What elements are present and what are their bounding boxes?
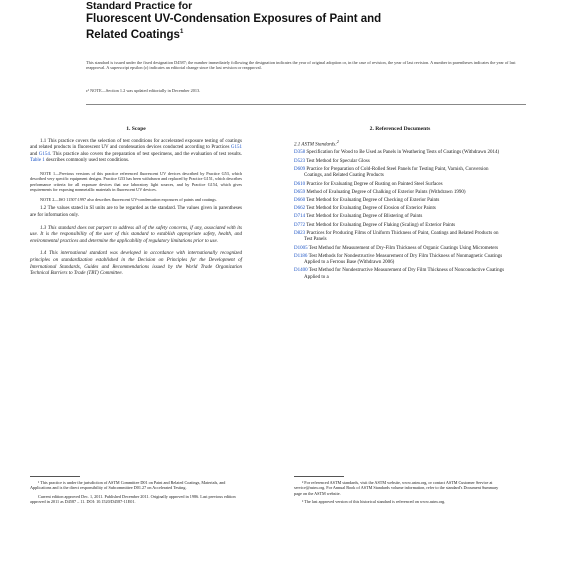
reference-item [294, 159, 506, 166]
reference-title: Test Method for Evaluating Degree of Blistering of Paints [306, 214, 423, 220]
astm-standards-label: 2.1 ASTM Standards: [294, 142, 337, 148]
reference-item [294, 190, 506, 197]
reference-code-link[interactable]: D609 [294, 166, 306, 172]
link-table-1[interactable]: Table 1 [30, 158, 45, 164]
reference-code-link[interactable]: D662 [294, 206, 306, 212]
title-line-1: Standard Practice for [86, 0, 193, 12]
reference-item [294, 231, 506, 244]
reference-list [294, 150, 506, 281]
reference-item [294, 223, 506, 230]
note-1: NOTE 1—Previous versions of this practice referenced fluorescent UV devices described by Practice G53, which described very specific equipment designs. Practice G53 has been withdrawn and replaced by Practice G151, which describes performance criteria for all exposure devices that use laboratory light sources, and by Practice G154, which gives requirements for exposing nonmetallic materials in fluorescent UV devices. [30, 170, 242, 193]
reference-title: Test Method for Evaluating Degree of Checking of Exterior Paints [306, 197, 440, 203]
reference-title: Method of Evaluating Degree of Chalking of Exterior Paints (Withdrawn 1990) [306, 189, 466, 195]
scope-paragraph-4: 1.4 This international standard was developed in accordance with internationally recognized principles on standardization established in the Decision on Principles for the Development of International Standards, Guides and Recommendations issued by the World Trade Organization Technical Barriers to Trade (TBT) Committee. [30, 251, 242, 277]
reference-title: Test Method for Evaluating Degree of Erosion of Exterior Paints [306, 206, 436, 212]
reference-code-link[interactable]: D1005 [294, 245, 308, 251]
reference-code-link[interactable]: D610 [294, 181, 306, 187]
references-heading: 2. Referenced Documents [369, 126, 431, 132]
reference-title: Test Method for Measurement of Dry-Film Thickness of Organic Coatings Using Micrometers [308, 245, 499, 251]
scope-paragraph-1 [30, 139, 242, 165]
footnote-edition: Current edition approved Dec. 1, 2011. Published December 2011. Originally approved in 1986. Last previous edition approved in 2011 as D4587 – 11. DOI: 10.1520/D4587-11E01. [30, 493, 236, 504]
scope-p1-end: describes commonly used test conditions. [44, 158, 130, 164]
astm-standards-subheading [294, 139, 506, 149]
footnote-3: ³ The last approved version of this historical standard is referenced on www.astm.org. [302, 498, 446, 504]
reference-item [294, 268, 506, 281]
scope-paragraph-2: 1.2 The values stated in SI units are to be regarded as the standard. The values given in parentheses are for information only. [30, 206, 242, 219]
reference-code-link[interactable]: D823 [294, 230, 306, 236]
link-g154[interactable]: G154 [38, 151, 50, 157]
title-footnote-mark: 1 [179, 29, 184, 35]
title-line-2: Fluorescent UV-Condensation Exposures of Paint and [86, 13, 382, 25]
reference-item [294, 254, 506, 267]
header-divider [86, 104, 526, 105]
reference-code-link[interactable]: D1186 [294, 253, 308, 259]
reference-item [294, 246, 506, 253]
scope-column [30, 126, 242, 284]
scope-p1-mid: and [30, 151, 39, 157]
reference-item [294, 214, 506, 221]
footnote-divider-right [294, 476, 344, 477]
document-title [86, 0, 526, 42]
reference-item [294, 150, 506, 157]
editorial-notice: ε¹ NOTE—Section 1.2 was updated editorially in December 2013. [86, 88, 201, 93]
link-g151[interactable]: G151 [230, 145, 242, 151]
footnotes-right [294, 480, 506, 507]
reference-title: Test Methods for Nondestructive Measurement of Dry Film Thickness of Nonmagnetic Coatings Applied to a Ferrous Base (Withdrawn 2006) [304, 253, 503, 266]
reference-title: Test Method for Nondestructive Measurement of Dry Film Thickness of Nonconductive Coatings Applied to a [304, 268, 505, 281]
title-line-3-text: Related Coatings [86, 28, 180, 41]
reference-item [294, 182, 506, 189]
reference-item [294, 198, 506, 205]
reference-item [294, 167, 506, 180]
reference-title: Specification for Wood to Be Used as Panels in Weathering Tests of Coatings (Withdrawn 2014) [306, 150, 500, 156]
reference-title: Practices for Producing Films of Uniform Thickness of Paint, Coatings and Related Products on Test Panels [304, 230, 499, 243]
reference-title: Practice for Evaluating Degree of Rusting on Painted Steel Surfaces [306, 181, 443, 187]
reference-title: Test Method for Specular Gloss [306, 158, 370, 164]
designation-intro: This standard is issued under the fixed designation D4587; the number immediately following the designation indicates the year of original adoption or, in the case of revision, the year of last revision. A number in parentheses indicates the year of last reapproval. A superscript epsilon (ε) indicates an editorial change since the last revision or reapproval. [86, 60, 516, 71]
scope-heading: 1. Scope [126, 126, 146, 132]
reference-item [294, 206, 506, 213]
footnote-divider-left [30, 476, 80, 477]
reference-title: Test Method for Evaluating Degree of Flaking (Scaling) of Exterior Paints [306, 222, 456, 228]
reference-code-link[interactable]: D659 [294, 189, 306, 195]
scope-p1-post: . This practice also covers the preparation of test specimens, and the evaluation of test results. [49, 151, 242, 157]
references-column [294, 126, 506, 283]
scope-p1-pre: 1.1 This practice covers the selection of test conditions for accelerated exposure testing of coatings and related products in fluorescent UV and condensation devices conducted according to Practices [30, 138, 242, 151]
footnote-1: ¹ This practice is under the jurisdiction of ASTM Committee D01 on Paint and Related Coatings, Materials, and Applications and is the direct responsibility of Subcommittee D01.27 on Accelerated Testing. [30, 480, 226, 491]
footnotes-left [30, 480, 242, 507]
reference-title: Practice for Preparation of Cold-Rolled Steel Panels for Testing Paint, Varnish, Conversion Coatings, and Related Coating Products [304, 166, 489, 179]
astm-standards-footnote-mark: 2 [336, 138, 339, 144]
scope-paragraph-3: 1.3 This standard does not purport to address all of the safety concerns, if any, associated with its use. It is the responsibility of the user of this standard to establish appropriate safety, health, and environmental practices and determine the applicability of regulatory limitations prior to use. [30, 225, 242, 244]
reference-code-link[interactable]: D1400 [294, 268, 308, 274]
title-line-3 [86, 26, 526, 42]
footnote-2: ² For referenced ASTM standards, visit the ASTM website, www.astm.org, or contact ASTM Customer Service at service@astm.org. For Annual Book of ASTM Standards volume information, refer to the standard's Document Summary page on the ASTM website. [294, 480, 499, 496]
reference-code-link[interactable]: D714 [294, 214, 306, 220]
reference-code-link[interactable]: D772 [294, 222, 306, 228]
reference-code-link[interactable]: D523 [294, 158, 306, 164]
reference-code-link[interactable]: D358 [294, 150, 306, 156]
reference-code-link[interactable]: D660 [294, 197, 306, 203]
note-2: NOTE 2—ISO 11507:1997 also describes fluorescent UV-condensation exposures of paints and coatings. [40, 196, 217, 202]
